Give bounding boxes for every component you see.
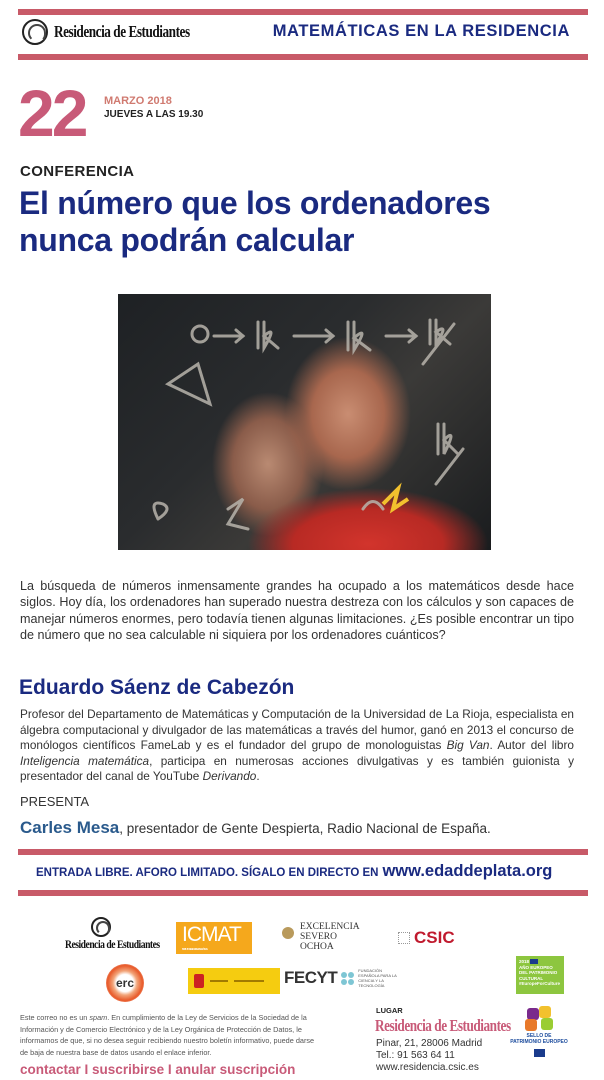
patrimonio-line: DEL PATRIMONIO: [519, 970, 558, 975]
presenter-label: PRESENTA: [20, 794, 90, 809]
patrimonio-hashtag: #EuropeForCulture: [519, 981, 561, 986]
sponsor-residencia-text: Residencia de Estudiantes: [65, 937, 160, 951]
live-stream-link[interactable]: www.edaddeplata.org: [382, 862, 553, 880]
eu-flag-icon: [530, 959, 538, 964]
sello-patrimonio-europeo-logo[interactable]: [506, 1006, 572, 1057]
venue-label: LUGAR: [376, 1006, 403, 1015]
header-divider: [18, 54, 588, 60]
head-profile-icon: [22, 19, 48, 45]
entry-bottom-divider: [18, 890, 588, 896]
bio-text: .: [256, 769, 260, 784]
patrimonio-line: AÑO EUROPEO: [519, 964, 553, 970]
sello-line: PATRIMONIO EUROPEO: [510, 1039, 568, 1045]
venue-phone: Tel.: 91 563 64 11: [376, 1050, 455, 1061]
csic-emblem-icon: [398, 932, 410, 944]
erc-text: erc: [115, 976, 135, 990]
entry-text: ENTRADA LIBRE. AFORO LIMITADO. SÍGALO EN DIRECTO EN: [36, 867, 379, 879]
entry-info: [36, 862, 552, 881]
event-description: La búsqueda de números inmensamente grandes ha ocupado a los matemáticos desde hace siglos. Hoy día, los ordenadores han superado nuestra destreza con los cálculos y son capaces de manejar números enormes, pero todavía tienen algunas limitaciones. ¿Es posible encontrar un tipo de número que no sea calculable ni siquiera por los ordenadores cuánticos?: [20, 579, 574, 642]
severo-line: EXCELENCIA: [300, 922, 360, 932]
sponsor-csic-logo[interactable]: [398, 928, 455, 948]
sello-flower-icon: [525, 1006, 553, 1030]
spain-crest-icon: [194, 974, 204, 988]
contact-link[interactable]: contactar: [20, 1062, 81, 1077]
bio-italic: Inteligencia matemática: [20, 753, 150, 768]
unsubscribe-link[interactable]: anular suscripción: [175, 1062, 296, 1077]
top-divider: [18, 9, 588, 15]
entry-top-divider: [18, 849, 588, 855]
event-title: El número que los ordenadores nunca podrán calcular: [19, 185, 491, 258]
footer-links: [20, 1062, 295, 1077]
severo-line: OCHOA: [300, 942, 334, 952]
speaker-name: Eduardo Sáenz de Cabezón: [19, 676, 295, 699]
icmat-subtext: INSTITUTO DE CIENCIAS MATEMÁTICAS: [182, 947, 208, 951]
legal-text: . En cumplimiento de la Ley de Servicios de la Sociedad de la Información y de Comercio Electrónico y de la Ley Orgánica de Protección de Datos, le informamos de que, si no desea seguir recibiendo nuestro boletín informativo, puede darse de baja de nuestra base de datos usando el enlace inferior.: [20, 1013, 315, 1057]
legal-italic: spam: [89, 1013, 108, 1022]
fecyt-dots-icon: [341, 972, 354, 985]
bio-text: Profesor del Departamento de Matemáticas y Computación de la Universidad de La Rioja, especialista en álgebra computacional y divulgador de las matemáticas a través del humor, ganó en 2013 el concurso de monólogos científicos FameLab y es el fundador del grupo de monologuistas: [20, 707, 574, 753]
legal-notice: [20, 1012, 320, 1058]
speaker-bio: [20, 707, 574, 785]
event-day: 22: [18, 76, 86, 150]
sello-line: SELLO DE: [526, 1033, 552, 1039]
severo-ochoa-emblem-icon: [282, 927, 294, 939]
presenter-role: , presentador de Gente Despierta, Radio Nacional de España.: [119, 821, 491, 836]
presenter-line: [20, 818, 491, 838]
sponsor-erc-logo[interactable]: [106, 964, 144, 1002]
bio-italic: Derivando: [202, 769, 257, 784]
sponsor-patrimonio-2018-logo[interactable]: [516, 956, 564, 994]
venue-name: Residencia de Estudiantes: [375, 1016, 511, 1035]
subscribe-link[interactable]: suscribirse: [92, 1062, 165, 1077]
bio-text: , participa en numerosas acciones divulgativas y es también guionista y presentador del canal de YouTube: [20, 753, 574, 784]
sponsor-icmat-logo[interactable]: [176, 922, 252, 954]
fecyt-subtext: FUNDACIÓN ESPAÑOLA PARA LA CIENCIA Y LA TECNOLOGÍA: [358, 968, 397, 988]
bio-text: . Autor del libro: [489, 738, 574, 753]
ministerio-text-line: [234, 980, 264, 982]
patrimonio-line: CULTURAL: [519, 975, 544, 981]
sponsor-fecyt-logo[interactable]: [284, 968, 402, 988]
fecyt-text: FECYT: [284, 968, 338, 987]
math-formulas-overlay: [118, 294, 491, 550]
patrimonio-year: 2018: [519, 959, 530, 964]
residencia-logo[interactable]: [22, 19, 228, 45]
sponsor-severo-ochoa-logo[interactable]: [282, 922, 360, 952]
bio-italic: Big Van: [446, 738, 490, 753]
sponsor-gobierno-logo[interactable]: [188, 968, 280, 994]
severo-ochoa-text: [300, 922, 360, 952]
venue-address: Pinar, 21, 28006 Madrid: [376, 1038, 483, 1049]
logo-text: Residencia de Estudiantes: [54, 22, 190, 41]
event-month-year: MARZO 2018: [104, 95, 172, 107]
severo-line: SEVERO: [300, 932, 337, 942]
eu-flag-icon: [534, 1049, 545, 1057]
speaker-photo: [118, 294, 491, 550]
event-weekday-time: JUEVES A LAS 19.30: [104, 109, 204, 120]
link-separator: I: [80, 1062, 93, 1077]
venue-website-link[interactable]: www.residencia.csic.es: [376, 1062, 479, 1073]
csic-text: CSIC: [414, 928, 455, 947]
event-category: CONFERENCIA: [20, 163, 135, 180]
presenter-name: Carles Mesa: [20, 818, 120, 837]
venue-details: [376, 1038, 482, 1074]
head-profile-icon: [91, 917, 111, 937]
icmat-text: ICMAT: [182, 923, 241, 946]
series-title: MATEMÁTICAS EN LA RESIDENCIA: [272, 22, 570, 40]
sponsor-residencia-logo[interactable]: [56, 917, 160, 952]
link-separator: I: [164, 1062, 176, 1077]
legal-text: Este correo no es un: [20, 1013, 90, 1022]
gobierno-text-line: [210, 980, 228, 982]
